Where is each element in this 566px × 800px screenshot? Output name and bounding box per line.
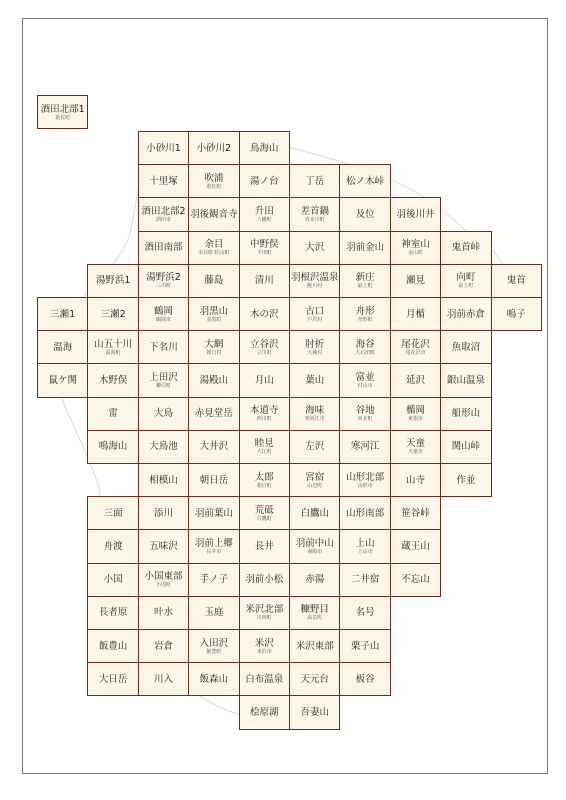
map-sheet-cell[interactable] [87,363,138,397]
sheet-name: 月山 [254,374,274,386]
sheet-name: 古口 [305,305,325,317]
map-sheet-cell[interactable] [289,397,340,431]
sheet-name: 海谷 [355,338,375,350]
map-sheet-cell[interactable] [339,330,390,364]
sheet-name: 岩倉 [153,640,173,652]
sheet-name: 宮宿 [305,471,325,483]
map-sheet-cell[interactable] [239,297,290,331]
map-sheet-cell[interactable] [188,131,239,165]
municipality-label: 白鷹町 [256,515,272,522]
map-sheet-cell[interactable] [339,363,390,397]
map-sheet-cell[interactable] [239,563,290,597]
sheet-name: 葉山 [305,374,325,386]
map-sheet-cell[interactable] [138,197,189,231]
sheet-name: 糠野目 [300,604,329,616]
sheet-name: 山五十川 [94,338,133,350]
map-sheet-cell[interactable] [491,297,542,331]
municipality-label: 小国町 [155,582,171,589]
map-sheet-cell[interactable] [390,197,441,231]
sheet-name: 湯殿山 [199,374,229,386]
municipality-label: 平田町 [256,250,272,257]
map-sheet-cell[interactable] [390,330,441,364]
map-sheet-cell[interactable] [188,330,239,364]
sheet-name: 湯ノ台 [250,175,279,187]
sheet-name: 差首鍋 [300,205,329,217]
sheet-name: 十里塚 [149,175,178,187]
map-sheet-cell[interactable] [188,496,239,530]
sheet-name: 米沢東部 [295,640,334,652]
map-sheet-cell[interactable] [138,363,189,397]
municipality-label: 朝日村 [206,349,222,356]
sheet-name: 桧原湖 [250,706,279,718]
map-sheet-cell[interactable] [87,397,138,431]
map-sheet-cell[interactable] [138,330,189,364]
map-sheet-cell[interactable] [188,397,239,431]
sheet-name: 大網 [204,338,224,350]
map-sheet-cell[interactable] [390,430,441,464]
map-sheet-cell[interactable] [339,629,390,663]
sheet-name: 上田沢 [149,371,178,383]
map-sheet-cell[interactable] [289,197,340,231]
map-sheet-cell[interactable] [239,529,290,563]
sheet-name: 松ノ木峠 [346,175,385,187]
map-sheet-cell[interactable] [239,131,290,165]
sheet-name: 栗子山 [350,640,380,652]
sheet-name: 手ノ子 [199,574,229,586]
sheet-name: 大鳥池 [149,441,178,453]
municipality-label: 酒田市 [155,216,171,223]
sheet-name: 米沢北部 [245,604,284,616]
municipality-label: 東根市 [407,416,423,423]
map-sheet-cell[interactable] [87,662,138,696]
sheet-name: 板谷 [355,673,375,685]
map-sheet-cell[interactable] [87,430,138,464]
map-sheet-cell[interactable] [289,529,340,563]
sheet-name: 升田 [254,205,274,217]
municipality-label: 温海町 [105,349,121,356]
map-sheet-cell[interactable] [188,297,239,331]
map-sheet-cell[interactable] [239,463,290,497]
sheet-name: 飯豊山 [98,640,128,652]
map-sheet-cell[interactable] [289,662,340,696]
sheet-name: 左沢 [305,441,325,453]
sheet-name: 羽前金山 [346,242,385,254]
municipality-label: 八幡町 [256,216,272,223]
map-sheet-cell[interactable] [138,231,189,265]
map-sheet-cell[interactable] [87,596,138,630]
map-sheet-cell[interactable] [138,463,189,497]
map-sheet-cell[interactable] [390,496,441,530]
map-sheet-cell[interactable] [239,629,290,663]
sheet-name: 山形南部 [346,507,385,519]
map-sheet-cell[interactable] [289,629,340,663]
map-sheet-cell[interactable] [289,264,340,298]
map-sheet-cell[interactable] [87,496,138,530]
municipality-label: 遊佐町 [206,183,222,190]
sheet-name: 舟渡 [103,540,123,552]
map-sheet-cell[interactable] [138,430,189,464]
map-sheet-cell[interactable] [87,629,138,663]
sheet-name: 羽前小松 [245,574,284,586]
municipality-label: 西川町 [256,416,272,423]
map-sheet-cell[interactable] [138,629,189,663]
sheet-name: 船形山 [451,408,481,420]
map-sheet-cell[interactable] [188,430,239,464]
sheet-name: 湯野浜1 [95,275,131,287]
sheet-name: 吹浦 [204,172,224,184]
map-sheet-cell[interactable] [339,430,390,464]
sheet-name: 鬼首峠 [451,242,481,254]
map-sheet-cell[interactable] [239,330,290,364]
map-sheet-cell[interactable] [239,662,290,696]
sheet-name: 鼠ケ関 [48,374,77,386]
sheet-name: 富並 [355,371,375,383]
map-sheet-cell[interactable] [440,397,491,431]
map-sheet-cell[interactable] [138,264,189,298]
sheet-name: 五味沢 [149,540,178,552]
municipality-label: 高畠町 [307,615,323,622]
municipality-label: 舟形町 [357,316,373,323]
sheet-name: 添川 [153,507,173,519]
sheet-name: 魚取沼 [451,341,481,353]
municipality-label: 金山町 [407,250,423,257]
map-sheet-cell[interactable] [138,164,189,198]
sheet-name: 大鳥 [153,408,173,420]
map-sheet-cell[interactable] [239,363,290,397]
sheet-name: 本道寺 [250,405,279,417]
municipality-label: 天童市 [407,449,423,456]
map-sheet-cell[interactable] [289,297,340,331]
sheet-name: 小砂川2 [196,142,232,154]
municipality-label: 山辺町 [307,482,323,489]
sheet-name: 不忘山 [401,574,430,586]
map-sheet-cell[interactable] [491,264,542,298]
sheet-name: 藤島 [204,275,224,287]
map-sheet-cell[interactable] [440,264,491,298]
map-sheet-cell[interactable] [440,297,491,331]
map-sheet-cell[interactable] [289,164,340,198]
sheet-name: 中野俣 [250,239,279,251]
sheet-name: 酒田北部1 [40,103,85,115]
sheet-name: 瀬見 [405,275,425,287]
map-sheet-cell[interactable] [188,363,239,397]
map-sheet-cell[interactable] [188,264,239,298]
map-sheet-cell[interactable] [339,197,390,231]
sheet-name: 羽後観音寺 [190,208,238,220]
map-sheet-cell[interactable] [289,596,340,630]
sheet-name: 谷地 [355,405,375,417]
municipality-label: 山形市 [357,482,373,489]
municipality-label: 戸沢村 [307,316,323,323]
municipality-label: 鶴岡市 [155,316,171,323]
map-sheet-cell[interactable] [339,397,390,431]
sheet-name: 月楯 [405,308,425,320]
map-sheet-cell[interactable] [289,330,340,364]
sheet-name: 羽根沢温泉 [290,272,339,284]
sheet-name: 作並 [456,474,476,486]
sheet-name: 酒田北部2 [141,205,186,217]
sheet-name: 楯岡 [405,405,425,417]
sheet-name: 鳥海山 [250,142,279,154]
map-sheet-cell[interactable] [339,231,390,265]
sheet-name: 丁岳 [305,175,325,187]
sheet-name: 新庄 [355,272,375,284]
map-sheet-cell[interactable] [239,164,290,198]
municipality-label: 大石田町 [355,349,376,356]
map-sheet-cell[interactable] [188,629,239,663]
map-sheet-cell[interactable] [188,662,239,696]
sheet-name: 天元台 [300,673,329,685]
sheet-name: 羽後川井 [396,208,435,220]
sheet-name: 海味 [305,405,325,417]
map-sheet-cell[interactable] [188,463,239,497]
sheet-name: 清川 [254,275,274,287]
map-sheet-cell[interactable] [188,231,239,265]
sheet-name: 三面 [103,507,123,519]
sheet-name: 睦見 [254,438,274,450]
map-sheet-cell[interactable] [239,596,290,630]
municipality-label: 鮭川村 [307,283,323,290]
sheet-name: 朝日岳 [199,474,229,486]
map-sheet-cell[interactable] [390,563,441,597]
map-sheet-cell[interactable] [87,297,138,331]
map-sheet-cell[interactable] [339,496,390,530]
municipality-label: 真室川町 [304,216,325,223]
map-sheet-cell[interactable] [188,596,239,630]
sheet-name: 関山峠 [451,441,481,453]
sheet-name: 小砂川1 [146,142,181,154]
sheet-name: 荒砥 [254,504,274,516]
sheet-name: 白鷹山 [300,507,329,519]
map-sheet-cell[interactable] [37,297,88,331]
sheet-name: 延沢 [405,374,425,386]
sheet-name: 木の沢 [250,308,279,320]
sheet-name: 山形北部 [346,471,385,483]
sheet-name: 神室山 [401,239,430,251]
sheet-name: 蔵王山 [401,540,430,552]
sheet-name: 長者原 [98,607,128,619]
map-sheet-cell[interactable] [239,397,290,431]
municipality-label: 羽黒町 [206,316,222,323]
map-sheet-cell[interactable] [239,695,290,729]
sheet-name: 雷 [108,408,118,420]
map-sheet-cell[interactable] [138,563,189,597]
sheet-name: 大日岳 [98,673,128,685]
sheet-name: 余目 [204,239,224,251]
sheet-name: 飯森山 [199,673,229,685]
sheet-name: 肘折 [305,338,325,350]
sheet-name: 羽前赤倉 [446,308,485,320]
municipality-label: 最上町 [458,283,474,290]
map-sheet-cell[interactable] [440,430,491,464]
map-sheet-cell[interactable] [440,363,491,397]
map-sheet-cell[interactable] [289,363,340,397]
sheet-name: 鳴海山 [98,441,128,453]
sheet-name: 赤見堂岳 [194,408,233,420]
sheet-name: 鬼首 [506,275,526,287]
map-sheet-cell[interactable] [138,596,189,630]
map-sheet-cell[interactable] [390,363,441,397]
map-sheet-cell[interactable] [87,264,138,298]
sheet-name: 天童 [405,438,425,450]
sheet-name: 小国東部 [144,571,183,583]
municipality-label: 村山市 [357,382,373,389]
sheet-name: 笹谷峠 [401,507,430,519]
map-sheet-cell[interactable] [188,197,239,231]
municipality-label: 上山市 [357,548,373,555]
sheet-name: 温海 [53,341,73,353]
sheet-name: 三瀬1 [50,308,76,320]
sheet-name: 赤湯 [305,574,325,586]
sheet-name: 湯野浜2 [146,272,181,284]
map-sheet-cell[interactable] [188,563,239,597]
map-sheet-cell[interactable] [339,297,390,331]
sheet-name: 下名川 [149,341,178,353]
sheet-name: 叶水 [153,607,173,619]
municipality-label: 立川町 [256,349,272,356]
sheet-name: 入田沢 [199,637,229,649]
sheet-name: 太郎 [254,471,274,483]
map-sheet-cell[interactable] [188,529,239,563]
sheet-name: 上山 [355,537,375,549]
municipality-label: 南陽市 [307,548,323,555]
sheet-name: 羽前中山 [295,537,334,549]
map-sheet-cell[interactable] [339,662,390,696]
municipality-label: 寒河江市 [304,416,325,423]
map-sheet-cell[interactable] [339,463,390,497]
map-sheet-cell[interactable] [239,264,290,298]
sheet-name: 白布温泉 [245,673,284,685]
map-sheet-cell[interactable] [87,563,138,597]
sheet-name: 鳴子 [506,308,526,320]
sheet-name: 大沢 [305,242,325,254]
sheet-name: 立谷沢 [250,338,279,350]
map-sheet-cell[interactable] [390,529,441,563]
municipality-label: 長井市 [206,548,222,555]
map-sheet-cell[interactable] [339,164,390,198]
map-sheet-cell[interactable] [390,231,441,265]
map-sheet-cell[interactable] [390,264,441,298]
sheet-name: 大井沢 [199,441,229,453]
sheet-name: 長井 [254,540,274,552]
sheet-name: 尾花沢 [401,338,430,350]
municipality-label: 朝日町 [256,482,272,489]
map-sheet-cell[interactable] [440,330,491,364]
sheet-name: 舟形 [355,305,375,317]
map-sheet-cell[interactable] [138,297,189,331]
sheet-name: 米沢 [254,637,274,649]
map-sheet-cell[interactable] [87,529,138,563]
map-sheet-cell[interactable] [37,330,88,364]
municipality-label: 大蔵村 [307,349,323,356]
map-sheet-cell[interactable] [440,231,491,265]
map-sheet-cell[interactable] [239,496,290,530]
map-sheet-cell[interactable] [289,496,340,530]
map-sheet-cell[interactable] [138,529,189,563]
sheet-name: 鶴岡 [153,305,173,317]
sheet-name: 相模山 [149,474,178,486]
map-sheet-cell[interactable] [289,563,340,597]
municipality-label: 米沢市 [256,648,272,655]
sheet-name: 羽前上郷 [194,537,233,549]
municipality-label: 櫛引町 [155,382,171,389]
sheet-name: 川入 [153,673,173,685]
sheet-name: 吾妻山 [300,706,329,718]
sheet-name: 玉庭 [204,607,224,619]
map-sheet-cell[interactable] [239,430,290,464]
municipality-label: 川西町 [256,615,272,622]
sheet-name: 木野俣 [98,374,128,386]
sheet-name: 羽前葉山 [194,507,233,519]
map-sheet-cell[interactable] [339,596,390,630]
municipality-label: 余目町 松山町 [198,250,230,257]
map-sheet-cell[interactable] [289,463,340,497]
sheet-name: 小国 [103,574,123,586]
sheet-name: 銀山温泉 [446,374,485,386]
sheet-name: 山寺 [405,474,425,486]
map-sheet-cell[interactable] [138,131,189,165]
municipality-label: 尾花沢市 [405,349,426,356]
municipality-label: 大江町 [256,449,272,456]
map-sheet-cell[interactable] [339,563,390,597]
map-sheet-cell[interactable] [87,330,138,364]
sheet-name: 酒田南部 [144,242,183,254]
municipality-label: 飯豊町 [206,648,222,655]
sheet-name: 名号 [355,607,375,619]
map-sheet-cell[interactable] [289,231,340,265]
municipality-label: 遊佐町 [55,114,71,121]
sheet-name: 三瀬2 [100,308,126,320]
map-sheet-cell[interactable] [390,397,441,431]
map-sheet-cell[interactable] [138,397,189,431]
map-sheet-cell[interactable] [390,463,441,497]
map-sheet-cell[interactable] [339,264,390,298]
municipality-label: 最上町 [357,283,373,290]
sheet-name: 寒河江 [350,441,380,453]
map-sheet-cell[interactable] [440,463,491,497]
map-sheet-cell[interactable] [239,197,290,231]
municipality-label: 河北町 [357,416,373,423]
sheet-name: 二井宿 [350,574,380,586]
map-sheet-cell[interactable] [138,496,189,530]
map-sheet-cell[interactable] [188,164,239,198]
map-sheet-cell[interactable] [289,695,340,729]
map-sheet-cell[interactable] [390,297,441,331]
map-sheet-cell[interactable] [289,430,340,464]
sheet-name: 向町 [456,272,476,284]
map-sheet-cell[interactable] [37,95,88,129]
municipality-label: 三川町 [155,283,171,290]
map-sheet-cell[interactable] [339,529,390,563]
sheet-name: 羽黒山 [199,305,229,317]
map-sheet-cell[interactable] [239,231,290,265]
sheet-name: 及位 [355,208,375,220]
map-sheet-cell[interactable] [138,662,189,696]
map-sheet-cell[interactable] [37,363,88,397]
